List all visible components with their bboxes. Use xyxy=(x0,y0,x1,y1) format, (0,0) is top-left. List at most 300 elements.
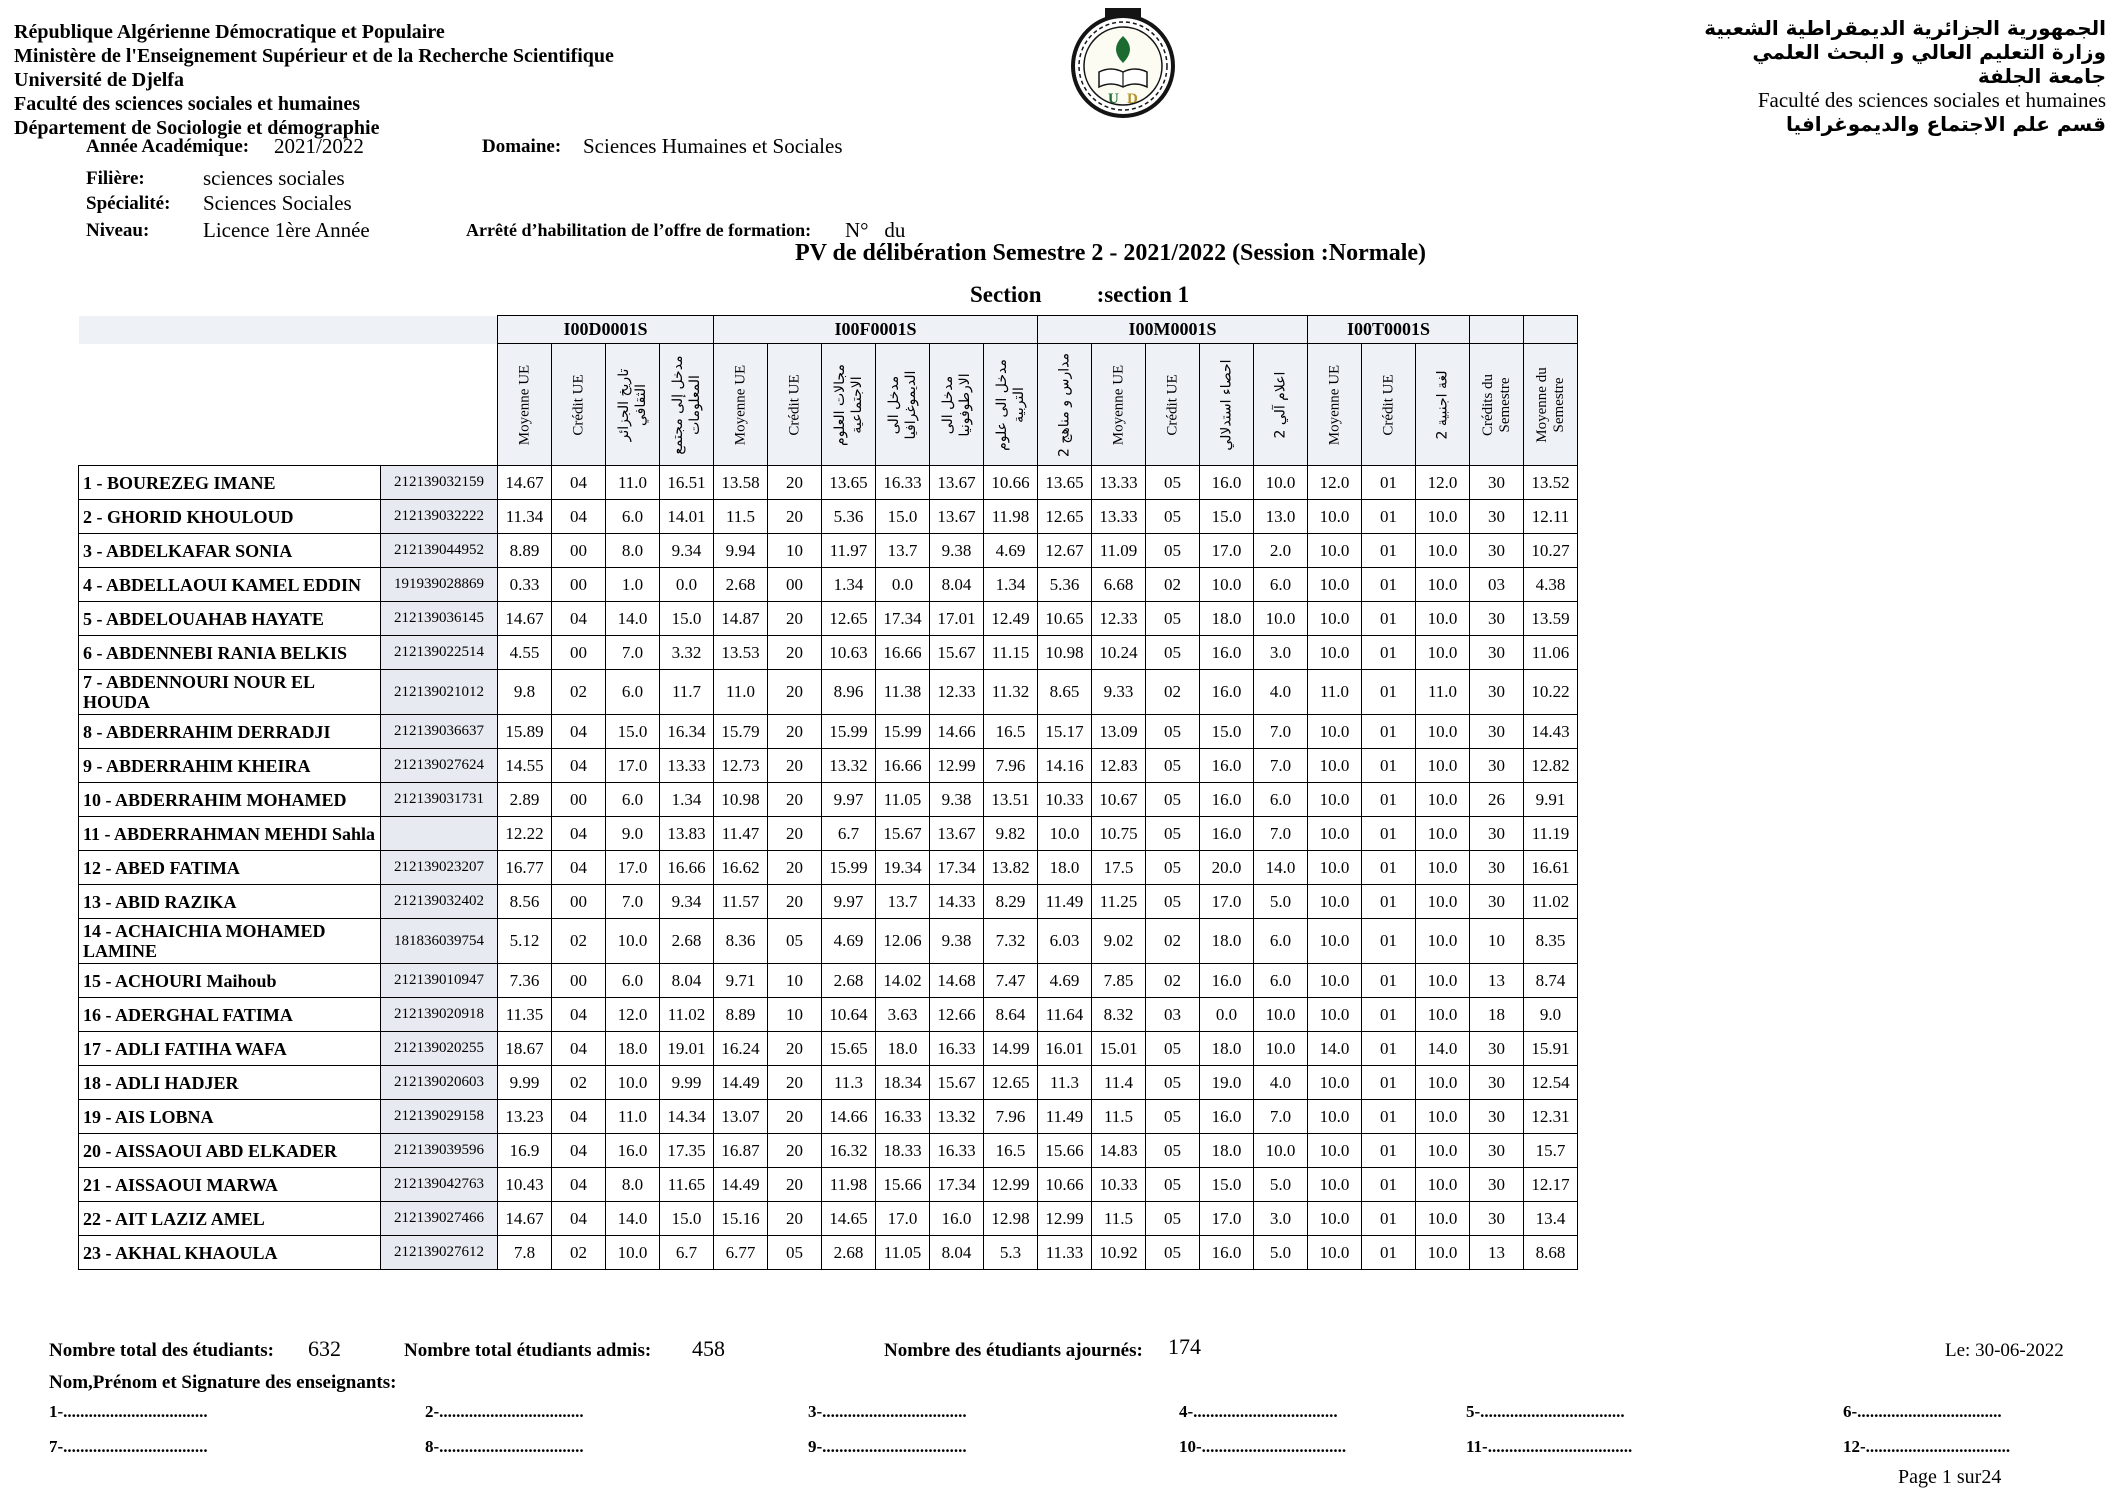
grade-cell: 20 xyxy=(768,1134,822,1168)
header-line: République Algérienne Démocratique et Populaire xyxy=(14,21,445,43)
grade-cell: 14.67 xyxy=(498,1202,552,1236)
grade-cell: 10.0 xyxy=(1254,602,1308,636)
student-id-cell: 212139032402 xyxy=(381,885,498,919)
grade-cell: 9.8 xyxy=(498,670,552,715)
student-id-cell: 212139044952 xyxy=(381,534,498,568)
grade-cell: 01 xyxy=(1362,817,1416,851)
grade-cell: 10.0 xyxy=(1308,1202,1362,1236)
grade-cell: 10.0 xyxy=(1308,1236,1362,1270)
grade-cell: 6.7 xyxy=(822,817,876,851)
grade-cell: 30 xyxy=(1470,500,1524,534)
student-row xyxy=(79,670,1578,715)
grade-cell: 3.63 xyxy=(876,998,930,1032)
grade-cell: 16.32 xyxy=(822,1134,876,1168)
grade-cell: 8.0 xyxy=(606,1168,660,1202)
grade-cell: 13.32 xyxy=(822,749,876,783)
grade-cell: 01 xyxy=(1362,919,1416,964)
niveau-label: Niveau: xyxy=(86,220,150,241)
column-header: مدخل الى الارطوفونيا xyxy=(930,344,984,466)
grade-cell: 5.0 xyxy=(1254,885,1308,919)
grade-cell: 16.66 xyxy=(660,851,714,885)
grade-cell: 16.66 xyxy=(876,749,930,783)
grade-cell: 10.27 xyxy=(1524,534,1578,568)
grade-cell: 19.0 xyxy=(1200,1066,1254,1100)
grade-cell: 12.65 xyxy=(1038,500,1092,534)
grade-cell: 12.0 xyxy=(1416,466,1470,500)
grade-cell: 1.34 xyxy=(984,568,1038,602)
grade-cell: 8.68 xyxy=(1524,1236,1578,1270)
grade-cell: 2.89 xyxy=(498,783,552,817)
header-line: Faculté des sciences sociales et humaines xyxy=(1757,88,2106,112)
institution-header-ar xyxy=(1704,16,2106,136)
student-id-cell: 212139027466 xyxy=(381,1202,498,1236)
grade-cell: 30 xyxy=(1470,1168,1524,1202)
grade-cell: 11.57 xyxy=(714,885,768,919)
grade-cell: 0.0 xyxy=(876,568,930,602)
grade-cell: 00 xyxy=(768,568,822,602)
grade-cell: 11.64 xyxy=(1038,998,1092,1032)
signature-slot: 6-.................................. xyxy=(1843,1402,2002,1421)
student-name-cell: 7 - ABDENNOURI NOUR EL HOUDA xyxy=(79,670,381,715)
student-id-cell: 212139027624 xyxy=(381,749,498,783)
grade-cell: 12.83 xyxy=(1092,749,1146,783)
student-row xyxy=(79,466,1578,500)
grade-cell: 01 xyxy=(1362,500,1416,534)
grade-cell: 04 xyxy=(552,1202,606,1236)
grade-cell: 05 xyxy=(1146,602,1200,636)
grade-cell: 11.5 xyxy=(1092,1100,1146,1134)
grade-cell: 8.65 xyxy=(1038,670,1092,715)
grade-cell: 19.34 xyxy=(876,851,930,885)
grade-cell: 02 xyxy=(1146,568,1200,602)
grade-cell: 4.0 xyxy=(1254,1066,1308,1100)
grade-cell: 14.99 xyxy=(984,1032,1038,1066)
grade-cell: 17.0 xyxy=(876,1202,930,1236)
student-row xyxy=(79,500,1578,534)
grade-cell: 11.35 xyxy=(498,998,552,1032)
signature-slot: 12-.................................. xyxy=(1843,1437,2011,1456)
annee-value: 2021/2022 xyxy=(274,134,364,158)
grade-cell: 15.99 xyxy=(822,851,876,885)
grade-cell: 11.47 xyxy=(714,817,768,851)
grade-cell: 8.89 xyxy=(714,998,768,1032)
grade-cell: 15.67 xyxy=(876,817,930,851)
grade-cell: 16.9 xyxy=(498,1134,552,1168)
page-title: PV de délibération Semestre 2 - 2021/2022 (Session :Normale) xyxy=(795,240,1427,266)
column-header: Moyenne UE xyxy=(1092,344,1146,466)
grade-cell: 10.0 xyxy=(1416,1236,1470,1270)
grade-cell: 17.0 xyxy=(1200,1202,1254,1236)
student-name-cell: 6 - ABDENNEBI RANIA BELKIS xyxy=(79,636,381,670)
grade-cell: 10.22 xyxy=(1524,670,1578,715)
grade-cell: 11.0 xyxy=(714,670,768,715)
student-name-cell: 13 - ABID RAZIKA xyxy=(79,885,381,919)
grade-cell: 01 xyxy=(1362,466,1416,500)
grade-cell: 5.0 xyxy=(1254,1236,1308,1270)
student-row xyxy=(79,1236,1578,1270)
grade-cell: 14.83 xyxy=(1092,1134,1146,1168)
grades-table xyxy=(78,315,1578,1270)
grade-cell: 05 xyxy=(768,1236,822,1270)
grade-cell: 1.34 xyxy=(822,568,876,602)
grade-cell: 16.0 xyxy=(1200,964,1254,998)
student-name-cell: 11 - ABDERRAHMAN MEHDI Sahla xyxy=(79,817,381,851)
grade-cell: 8.04 xyxy=(660,964,714,998)
grade-cell: 16.0 xyxy=(1200,783,1254,817)
student-row xyxy=(79,1100,1578,1134)
grade-cell: 18.0 xyxy=(1038,851,1092,885)
grade-cell: 13.67 xyxy=(930,817,984,851)
grade-cell: 6.0 xyxy=(1254,919,1308,964)
grade-cell: 30 xyxy=(1470,749,1524,783)
grade-cell: 16.51 xyxy=(660,466,714,500)
grade-cell: 17.0 xyxy=(606,749,660,783)
grade-cell: 16.0 xyxy=(1200,670,1254,715)
grade-cell: 20 xyxy=(768,749,822,783)
student-id-cell xyxy=(381,817,498,851)
grade-cell: 16.0 xyxy=(1200,817,1254,851)
grade-cell: 20 xyxy=(768,817,822,851)
grade-cell: 17.34 xyxy=(876,602,930,636)
grade-cell: 12.73 xyxy=(714,749,768,783)
grade-cell: 10.0 xyxy=(1416,817,1470,851)
grade-cell: 11.0 xyxy=(1416,670,1470,715)
header-line: قسم علم الاجتماع والديموغرافيا xyxy=(1786,112,2106,136)
grade-cell: 15.99 xyxy=(822,715,876,749)
grade-cell: 11.15 xyxy=(984,636,1038,670)
grade-cell: 11.02 xyxy=(660,998,714,1032)
grade-cell: 7.0 xyxy=(1254,817,1308,851)
grade-cell: 11.49 xyxy=(1038,885,1092,919)
grade-cell: 11.06 xyxy=(1524,636,1578,670)
grade-cell: 9.82 xyxy=(984,817,1038,851)
grade-cell: 00 xyxy=(552,636,606,670)
grade-cell: 10.0 xyxy=(606,1236,660,1270)
grade-cell: 17.0 xyxy=(606,851,660,885)
grade-cell: 14.01 xyxy=(660,500,714,534)
grade-cell: 13.7 xyxy=(876,885,930,919)
grade-cell: 7.8 xyxy=(498,1236,552,1270)
grade-cell: 12.99 xyxy=(930,749,984,783)
student-name-cell: 4 - ABDELLAOUI KAMEL EDDIN xyxy=(79,568,381,602)
grade-cell: 05 xyxy=(1146,1032,1200,1066)
grade-cell: 18.0 xyxy=(1200,919,1254,964)
grade-cell: 13.33 xyxy=(660,749,714,783)
grade-cell: 4.55 xyxy=(498,636,552,670)
grade-cell: 30 xyxy=(1470,670,1524,715)
grade-cell: 7.85 xyxy=(1092,964,1146,998)
grade-cell: 16.77 xyxy=(498,851,552,885)
grade-cell: 13.59 xyxy=(1524,602,1578,636)
annee-label: Année Académique: xyxy=(86,136,250,157)
grade-cell: 15.01 xyxy=(1092,1032,1146,1066)
grade-cell: 26 xyxy=(1470,783,1524,817)
column-header: Crédits du Semestre xyxy=(1470,344,1524,466)
signature-title: Nom,Prénom et Signature des enseignants: xyxy=(49,1372,397,1393)
grade-cell: 12.99 xyxy=(984,1168,1038,1202)
grade-cell: 11.34 xyxy=(498,500,552,534)
grade-cell: 14.0 xyxy=(606,1202,660,1236)
grade-cell: 9.99 xyxy=(660,1066,714,1100)
grade-cell: 8.0 xyxy=(606,534,660,568)
student-row xyxy=(79,1066,1578,1100)
student-row xyxy=(79,919,1578,964)
grade-cell: 16.0 xyxy=(606,1134,660,1168)
domaine-value: Sciences Humaines et Sociales xyxy=(583,134,843,158)
student-id-cell: 212139031731 xyxy=(381,783,498,817)
grade-cell: 10.0 xyxy=(1308,636,1362,670)
student-name-cell: 20 - AISSAOUI ABD ELKADER xyxy=(79,1134,381,1168)
grade-cell: 9.94 xyxy=(714,534,768,568)
grade-cell: 16.0 xyxy=(1200,636,1254,670)
grade-cell: 13.67 xyxy=(930,500,984,534)
grade-cell: 14.0 xyxy=(1416,1032,1470,1066)
grade-cell: 7.0 xyxy=(1254,749,1308,783)
grade-cell: 10.0 xyxy=(1416,1100,1470,1134)
column-header: Crédit UE xyxy=(1146,344,1200,466)
grade-cell: 12.49 xyxy=(984,602,1038,636)
student-row xyxy=(79,1134,1578,1168)
grade-cell: 6.0 xyxy=(1254,568,1308,602)
grade-cell: 10.0 xyxy=(1308,1168,1362,1202)
grade-cell: 12.82 xyxy=(1524,749,1578,783)
grade-cell: 05 xyxy=(1146,500,1200,534)
grade-cell: 9.99 xyxy=(498,1066,552,1100)
grade-cell: 17.0 xyxy=(1200,885,1254,919)
grade-cell: 1.0 xyxy=(606,568,660,602)
grade-cell: 18.0 xyxy=(1200,1032,1254,1066)
header-line: وزارة التعليم العالي و البحث العلمي xyxy=(1752,40,2106,64)
grade-cell: 14.34 xyxy=(660,1100,714,1134)
grade-cell: 15.17 xyxy=(1038,715,1092,749)
grade-cell: 01 xyxy=(1362,1168,1416,1202)
grade-cell: 01 xyxy=(1362,1202,1416,1236)
grade-cell: 10.0 xyxy=(1416,1134,1470,1168)
grade-cell: 14.16 xyxy=(1038,749,1092,783)
student-row xyxy=(79,885,1578,919)
grade-cell: 9.34 xyxy=(660,885,714,919)
grade-cell: 16.34 xyxy=(660,715,714,749)
grade-cell: 17.5 xyxy=(1092,851,1146,885)
grade-cell: 15.16 xyxy=(714,1202,768,1236)
header-line: Université de Djelfa xyxy=(14,69,184,91)
grade-cell: 05 xyxy=(1146,636,1200,670)
grade-cell: 01 xyxy=(1362,998,1416,1032)
grade-cell: 9.91 xyxy=(1524,783,1578,817)
grade-cell: 0.33 xyxy=(498,568,552,602)
grade-cell: 14.49 xyxy=(714,1168,768,1202)
specialite-label: Spécialité: xyxy=(86,193,171,214)
grade-cell: 10 xyxy=(768,998,822,1032)
grade-cell: 30 xyxy=(1470,466,1524,500)
grade-cell: 12.11 xyxy=(1524,500,1578,534)
grade-cell: 13.0 xyxy=(1254,500,1308,534)
grade-cell: 16.87 xyxy=(714,1134,768,1168)
grade-cell: 15.67 xyxy=(930,636,984,670)
grade-cell: 30 xyxy=(1470,1032,1524,1066)
grade-cell: 11.65 xyxy=(660,1168,714,1202)
grade-cell: 10.0 xyxy=(1416,851,1470,885)
grade-cell: 11.38 xyxy=(876,670,930,715)
grade-cell: 10.0 xyxy=(1416,998,1470,1032)
grade-cell: 15.0 xyxy=(876,500,930,534)
grade-cell: 10.0 xyxy=(1308,1066,1362,1100)
grade-cell: 10.92 xyxy=(1092,1236,1146,1270)
column-header: مدارس و مناهج 2 xyxy=(1038,344,1092,466)
grade-cell: 03 xyxy=(1470,568,1524,602)
grade-cell: 10.0 xyxy=(1254,1032,1308,1066)
column-header: Moyenne UE xyxy=(714,344,768,466)
grade-cell: 05 xyxy=(1146,749,1200,783)
student-name-cell: 17 - ADLI FATIHA WAFA xyxy=(79,1032,381,1066)
grade-cell: 15.67 xyxy=(930,1066,984,1100)
grade-cell: 16.33 xyxy=(930,1134,984,1168)
student-id-cell: 212139010947 xyxy=(381,964,498,998)
grade-cell: 8.74 xyxy=(1524,964,1578,998)
student-id-cell: 212139020255 xyxy=(381,1032,498,1066)
grade-cell: 13.58 xyxy=(714,466,768,500)
grade-cell: 9.97 xyxy=(822,783,876,817)
student-name-cell: 3 - ABDELKAFAR SONIA xyxy=(79,534,381,568)
grade-cell: 11.4 xyxy=(1092,1066,1146,1100)
grade-cell: 02 xyxy=(552,670,606,715)
grade-cell: 10.0 xyxy=(1308,749,1362,783)
column-header: احصاء استدلالي xyxy=(1200,344,1254,466)
student-id-cell: 212139036145 xyxy=(381,602,498,636)
section-line xyxy=(970,282,1189,308)
grade-cell: 10.0 xyxy=(1308,998,1362,1032)
grade-cell: 5.3 xyxy=(984,1236,1038,1270)
grade-cell: 15.79 xyxy=(714,715,768,749)
grade-cell: 6.0 xyxy=(606,783,660,817)
grade-cell: 12.67 xyxy=(1038,534,1092,568)
grade-cell: 14.66 xyxy=(822,1100,876,1134)
grade-cell: 11.3 xyxy=(822,1066,876,1100)
unit-group-header: I00D0001S xyxy=(498,316,714,344)
grade-cell: 7.0 xyxy=(606,885,660,919)
grade-cell: 5.36 xyxy=(1038,568,1092,602)
grade-cell: 8.96 xyxy=(822,670,876,715)
grade-cell: 0.0 xyxy=(1200,998,1254,1032)
grade-cell: 12.33 xyxy=(1092,602,1146,636)
grade-cell: 11.05 xyxy=(876,1236,930,1270)
grade-cell: 12.33 xyxy=(930,670,984,715)
grade-cell: 11.5 xyxy=(1092,1202,1146,1236)
grade-cell: 04 xyxy=(552,1100,606,1134)
grade-cell: 04 xyxy=(552,1168,606,1202)
header-line: الجمهورية الجزائرية الديمقراطية الشعبية xyxy=(1704,16,2106,40)
grade-cell: 01 xyxy=(1362,670,1416,715)
grade-cell: 10.0 xyxy=(1308,500,1362,534)
table-corner xyxy=(79,316,498,344)
grade-cell: 01 xyxy=(1362,715,1416,749)
grade-cell: 00 xyxy=(552,964,606,998)
grade-cell: 2.68 xyxy=(822,1236,876,1270)
grade-cell: 8.36 xyxy=(714,919,768,964)
student-row xyxy=(79,1032,1578,1066)
grade-cell: 6.7 xyxy=(660,1236,714,1270)
grade-cell: 10.0 xyxy=(1308,964,1362,998)
grade-cell: 20 xyxy=(768,602,822,636)
grade-cell: 14.67 xyxy=(498,602,552,636)
grade-cell: 7.96 xyxy=(984,749,1038,783)
student-id-cell: 212139020918 xyxy=(381,998,498,1032)
student-id-cell: 212139021012 xyxy=(381,670,498,715)
student-name-cell: 18 - ADLI HADJER xyxy=(79,1066,381,1100)
header-line: Faculté des sciences sociales et humaines xyxy=(14,93,361,115)
grade-cell: 04 xyxy=(552,1032,606,1066)
grade-cell: 18.67 xyxy=(498,1032,552,1066)
total-students-value: 632 xyxy=(308,1336,341,1361)
grade-cell: 12.65 xyxy=(822,602,876,636)
signature-row-2 xyxy=(0,1437,2120,1461)
grade-cell: 8.29 xyxy=(984,885,1038,919)
grade-cell: 13.83 xyxy=(660,817,714,851)
student-name-cell: 15 - ACHOURI Maihoub xyxy=(79,964,381,998)
grade-cell: 10.0 xyxy=(1416,715,1470,749)
student-id-cell: 212139032159 xyxy=(381,466,498,500)
grade-cell: 12.0 xyxy=(606,998,660,1032)
grade-cell: 00 xyxy=(552,885,606,919)
arrete-value: N° du xyxy=(845,218,906,242)
student-id-cell: 191939028869 xyxy=(381,568,498,602)
section-value: :section 1 xyxy=(1096,282,1190,307)
grade-cell: 16.66 xyxy=(876,636,930,670)
grade-cell: 05 xyxy=(1146,1236,1200,1270)
grade-cell: 05 xyxy=(1146,1134,1200,1168)
signature-slot: 8-.................................. xyxy=(425,1437,584,1456)
student-name-cell: 9 - ABDERRAHIM KHEIRA xyxy=(79,749,381,783)
column-header: Moyenne UE xyxy=(1308,344,1362,466)
grade-cell: 9.38 xyxy=(930,783,984,817)
grade-cell: 30 xyxy=(1470,534,1524,568)
date-value: Le: 30-06-2022 xyxy=(1945,1340,2064,1361)
grade-cell: 05 xyxy=(1146,783,1200,817)
grade-cell: 16.5 xyxy=(984,1134,1038,1168)
grade-cell: 05 xyxy=(1146,534,1200,568)
grade-cell: 6.68 xyxy=(1092,568,1146,602)
grade-cell: 10.0 xyxy=(1200,568,1254,602)
unit-group-header: I00F0001S xyxy=(714,316,1038,344)
grade-cell: 18.33 xyxy=(876,1134,930,1168)
grade-cell: 10.33 xyxy=(1092,1168,1146,1202)
column-header: Moyenne UE xyxy=(498,344,552,466)
grade-cell: 13 xyxy=(1470,1236,1524,1270)
grade-cell: 04 xyxy=(552,998,606,1032)
grade-cell: 30 xyxy=(1470,1134,1524,1168)
specialite-value: Sciences Sociales xyxy=(203,191,352,215)
student-id-cell: 181836039754 xyxy=(381,919,498,964)
signature-row-1 xyxy=(0,1402,2120,1426)
header-line: Ministère de l'Enseignement Supérieur et de la Recherche Scientifique xyxy=(14,45,614,67)
signature-slot: 9-.................................. xyxy=(808,1437,967,1456)
grade-cell: 13.65 xyxy=(1038,466,1092,500)
signature-slot: 7-.................................. xyxy=(49,1437,208,1456)
grade-cell: 13.33 xyxy=(1092,500,1146,534)
grade-cell: 02 xyxy=(1146,670,1200,715)
grade-cell: 01 xyxy=(1362,1032,1416,1066)
grade-cell: 12.98 xyxy=(984,1202,1038,1236)
grade-cell: 7.36 xyxy=(498,964,552,998)
student-id-cell: 212139023207 xyxy=(381,851,498,885)
grade-cell: 18 xyxy=(1470,998,1524,1032)
grade-cell: 8.32 xyxy=(1092,998,1146,1032)
student-id-cell: 212139039596 xyxy=(381,1134,498,1168)
grade-cell: 30 xyxy=(1470,636,1524,670)
grade-cell: 10.0 xyxy=(1254,998,1308,1032)
grade-cell: 11.98 xyxy=(822,1168,876,1202)
grade-cell: 10 xyxy=(768,964,822,998)
